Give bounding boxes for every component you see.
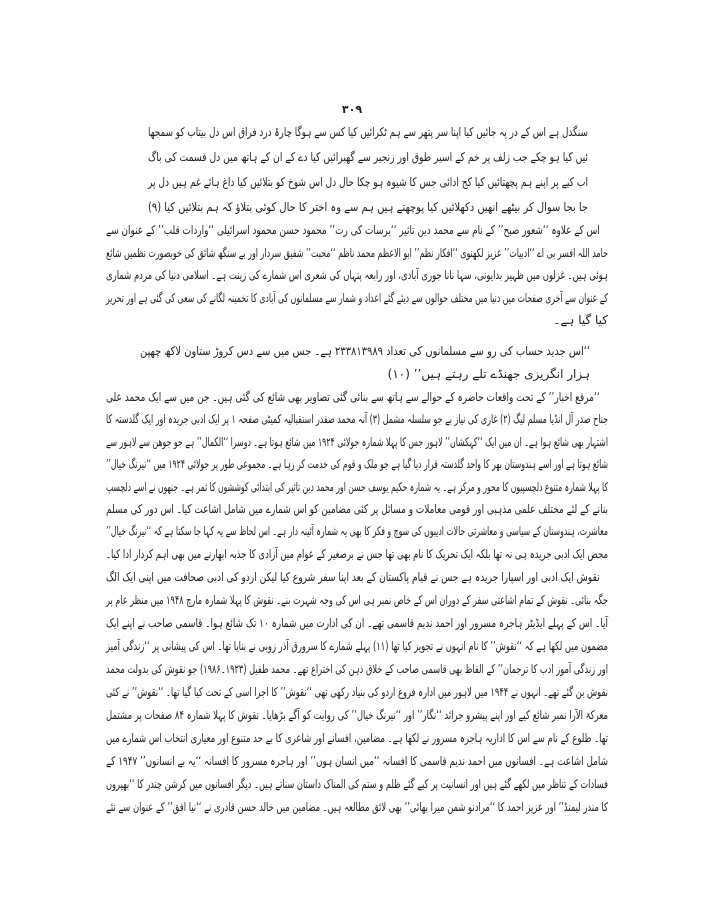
paragraph-line: شامل اشاعت ہے۔ افسانوں میں احمد ندیم قاسمی کا افسانہ ‘‘میں انسان ہوں’’ اور ہاجرہ مسرور کا افسانہ ‘‘یہ بے انسانوں’’ ۱۹۴۷ کے [105, 754, 608, 768]
paragraph-line: معرکۃ الآرا نمبر شائع کیے اور اپنے پیشرو جرائد ‘‘نگار’’ اور ‘‘نیرنگ خیال’’ کی روایت کو آگے بڑھایا۔ نقوش کا پہلا شمارہ ۸۴ صفحات پر مشتمل [106, 708, 608, 722]
paragraph-line: آیا۔ اس کے پہلے ایڈیٹر ہاجرہ مسرور اور احمد ندیم قاسمی تھے۔ ان کی ادارت میں شمارہ ۱۰ تک شائع ہوا۔ قاسمی صاحب نے اپنے ایک [106, 616, 608, 630]
paragraph-line: کے عنوان سے آخری صفحات میں دنیا میں مختلف حوالوں سے دیئے گئے اعداد و شمار سے مسلمانوں کی آبادی کا تخمینہ لگانے کی سعی کی گئی ہے اور تحریر [105, 290, 608, 305]
paragraph-line: کا مندر لیمنڈ’’ اور عزیز احمد کا ‘‘مرادنو شمن میرا بھائی’’ بھی لائق مطالعہ ہیں۔ مضامین میں خالد حسن قادری نے ‘‘نیا افق’’ کے عنوان سے نئے [106, 800, 609, 814]
paragraph-line: بنانے کے لئے مختلف علمی مذہبی اور قومی معاملات و مسائل پر کئی مضامین کو اس شمارے میں شامل اشاعت کیا۔ اس دور کی مسلم [106, 501, 609, 516]
paragraph-3 [106, 566, 608, 819]
quote-line: ہزار انگریزی جھنڈے تلے رہتے ہیں’’ (۱۰) [387, 367, 590, 381]
intro-paragraph [106, 219, 608, 332]
poem-block [148, 120, 588, 220]
paragraph-line: محض ایک ادبی جریدہ ہی نہ تھا بلکہ ایک تحریک کا نام بھی تھا جس نے برصغیر کے عوام میں آزادی کا جذبہ ابھارنے میں بھی اہم کردار ادا کیا۔ [105, 546, 608, 561]
paragraph-line: تھا۔ طلوع کے نام سے اس کا اداریہ ہاجرہ مسرور نے لکھا ہے۔ مضامین، افسانے اور شاعری کا بے حد متنوع اور معیاری انتخاب اس شمارے میں [106, 731, 608, 745]
paragraph-line: حامد اللہ افسر بی اے ‘‘ادبیات’’ عزیز لکھنوی ‘‘افکار نظم’’ ابو الاعظم محمد ناظم ‘‘محبت’’ شفیق سردار اور بے سنگھ شائق کی خوبصورت نظمیں شائع [106, 245, 609, 260]
paragraph-line: جناح صدر آل انڈیا مسلم لیگ (۲) غازی کی نیاز بے جو سلسلہ مشمل (۳) آنہ محمد صفدر استقبالیہ کمیٹی صفحہ ۱ پر ایک ادبی جریدہ اور ایک گلدستہ کا [105, 412, 608, 427]
paragraph-line: معاشرت، ہندوستان کے سیاسی و معاشرتی حالات ادیبوں کی سوچ و فکر کا بھی یہ شمارہ آئینہ دار ہے۔ اس لحاظ سے یہ کہا جا سکتا ہے کہ ‘‘نیرنگ خیال’’ [105, 524, 608, 539]
paragraph-line: اور زندگی آموز ادب کا ترجمان’’ کے الفاظ بھی قاسمی صاحب کے خلاق ذہن کی اختراع تھے۔ محمد طفیل (۱۹۲۳۔۱۹۸۶) جو نقوش کی بدولت محمد [106, 662, 608, 676]
poem-line: جا بجا سوال کر بیٹھے انھیں دکھلائیں کیا پوچھتے ہیں ہم سے وہ اختر کا حال کوئی بتلاؤ کہ ہم بتلائیں کیا (۹) [147, 200, 588, 214]
paragraph-line: اس کے علاوہ ‘‘شعور صبح’’ کے نام سے محمد دین تاثیر ‘‘برسات کی رت’’ محمود حسن محمود اسرائیلی ‘‘واردات قلب’’ کے عنوان سے [106, 223, 600, 237]
paragraph-line: جگہ بنائی۔ نقوش کے تمام اشاعتی سفر کے دوران اس کے خاص نمبر ہی اس کی وجہ شہرت بنے۔ نقوش کا پہلا شمارہ مارچ ۱۹۴۸ میں منظر عام پر [105, 593, 608, 607]
poem-line: ئیں کیا ہو چکے جب زلف پر خم کے اسیر طوق اور زنجیر سے گھبرائیں کیا دے کے ان کے ہاتھ میں دل قسمت کی باگ [147, 150, 588, 164]
page-number: ۳۰۹ [341, 103, 363, 116]
paragraph-line: مضمون میں لکھا ہے کہ ‘‘نقوش’’ کا نام انہوں نے تجویز کیا تھا (۱۱) پہلے شمارے کا سرورق آذر زوبی نے بنایا تھا۔ اس کی پیشانی پر ‘‘زندگی آمیز [106, 639, 608, 653]
paragraph-line: کا پہلا شمارہ متنوع دلچسپیوں کا محور و مرکز ہے۔ یہ شمارہ حکیم یوسف حسن اور محمد دین تاثیر کی ابتدائی کوششوں کا ثمر ہے۔ جنھوں نے اسے دلچسپ [105, 479, 608, 494]
paragraph-line: کیا گیا ہے۔ [553, 313, 608, 327]
quote-line: ‘‘اس جدید حساب کی رو سے مسلمانوں کی تعداد ۲۳۳۸۱۳۹۸۹ ہے۔ جس میں سے دس کروڑ ستاون لاکھ چھپن [140, 344, 590, 358]
paragraph-line: ‘‘مرقع اخبار’’ کے تحت واقعات حاضرہ کے حوالے سے ہاتھ سے بنائی گئی تصاویر بھی شائع کی گئی ہیں۔ جن میں سے ایک محمد علی [106, 390, 600, 404]
paragraph-line: فسادات کے تناظر میں لکھے گئے ہیں اور انسانیت پر کیے گئے ظلم و ستم کی المناک داستان سناتے ہیں۔ دیگر افسانوں میں کرشن چندر کا ‘‘بھیروں [105, 777, 608, 791]
poem-line: اب کیے پر اپنے ہم پچھتائیں کیا کج ادائی جس کا شیوہ ہو چکا حال دل اس شوخ کو بتلائیں کیا داغ ہائے غم ہیں دل پر [147, 175, 588, 189]
block-quote [140, 340, 590, 386]
paragraph-line: شائع ہوتا ہے اور اسے ہندوستان بھر کا واحد گلدستہ قرار دیا گیا ہے جو ملک و قوم کی خدمت کر رہا ہے۔ مجموعی طور پر جولائی ۱۹۲۴ میں ‘‘نیرنگ خیال’’ [105, 457, 608, 472]
poem-line: سنگدل ہے اس کے در پہ جائیں کیا اپنا سر پتھر سے ہم ٹکرائیں کیا کس سے ہوگا چارۂ درد فراق اس دل بیتاب کو سمجھا [148, 125, 588, 139]
paragraph-line: نقوش بن گئے تھے۔ انہوں نے ۱۹۴۴ میں لاہور میں ادارہ فروغ اردو کی بنیاد رکھی تھی ‘‘نقوش’’ کا اجرا اسی کے تحت کیا گیا تھا۔ ‘‘نقوش’’ نے کئی [105, 685, 608, 699]
paragraph-line: نقوش ایک ادبی اور اسپارا جریدہ ہے جس نے قیام پاکستان کے بعد اپنا سفر شروع کیا لیکن اردو کی ادبی صحافت میں اپنی ایک الگ [106, 570, 600, 584]
paragraph-2 [106, 386, 608, 565]
paragraph-line: اشتہار بھی شائع ہوا ہے۔ ان میں ایک ‘‘کہکشاں’’ لاہور جس کا پہلا شمارہ جولائی ۱۹۲۴ میں شائع ہوتا ہے۔ دوسرا ‘‘الکمال’’ ہے جو جوھن سے لاہور سے [105, 434, 608, 449]
paragraph-line: ہوئی ہیں۔ غزلوں میں ظہیر بدایونی، سہا نانا جوری آبادی، اور رابعہ پنہاں کی شعری اس شمارے کی زینت ہے۔ اسلامی دنیا کی مردم شماری [105, 268, 608, 282]
